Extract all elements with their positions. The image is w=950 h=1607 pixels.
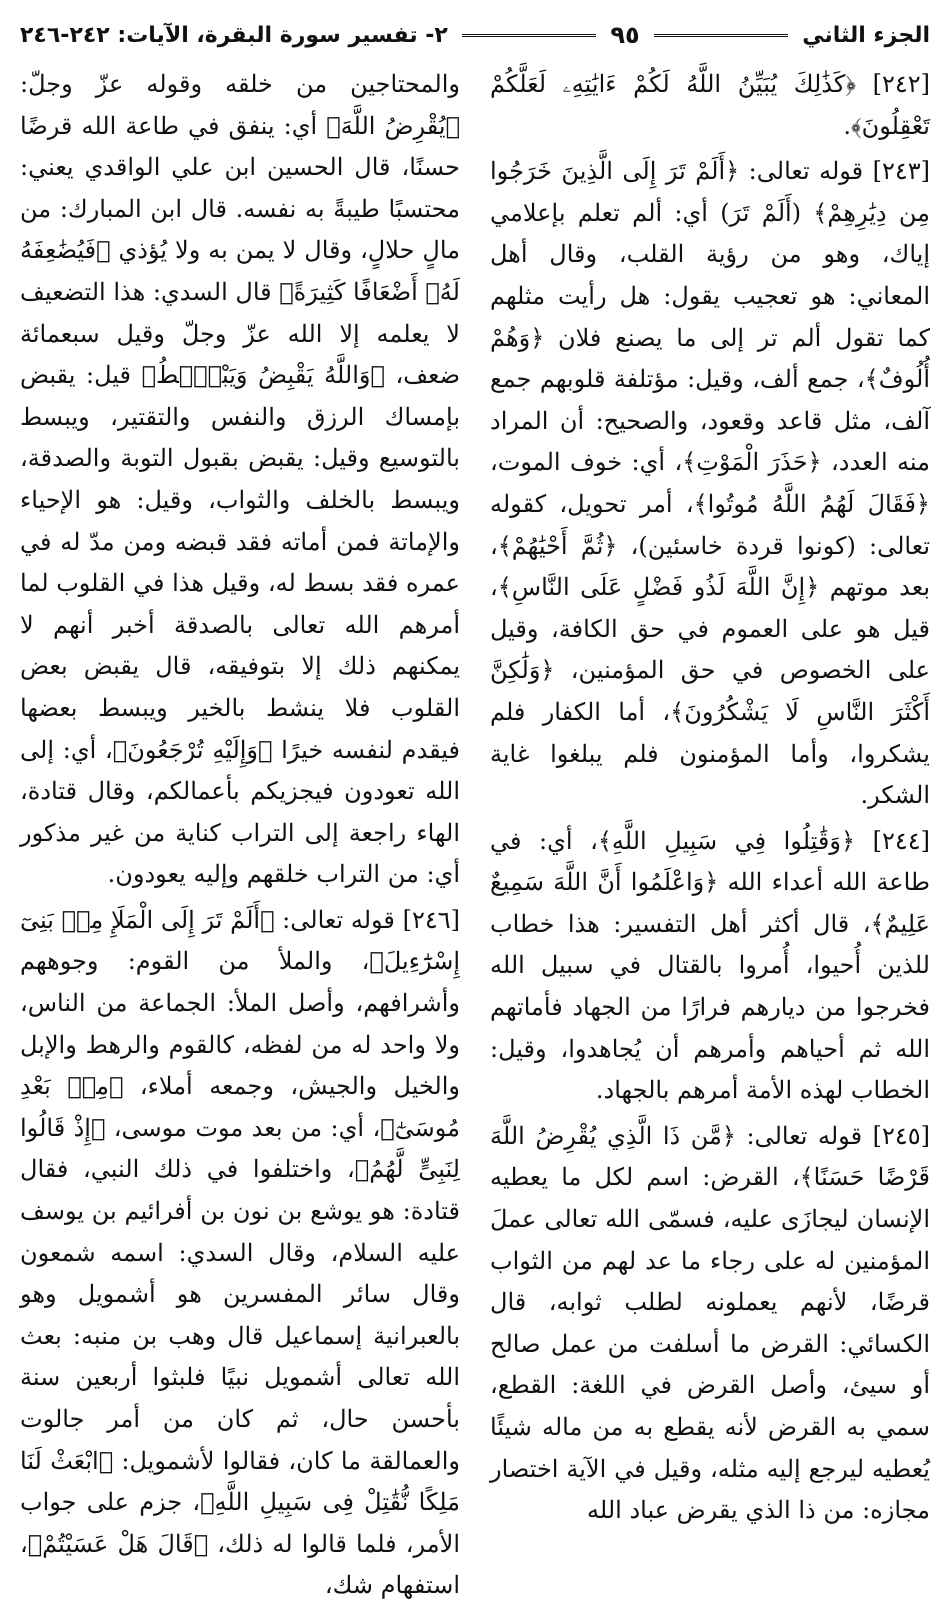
paragraph-244: [٢٤٤] ﴿وَقَٰتِلُوا فِي سَبِيلِ اللَّهِ﴾، أي: في طاعة الله أعداء الله ﴿وَاعْلَمُوا أَنَّ اللَّهَ سَمِيعٌ عَلِيمٌ﴾، قال أكثر أهل التفسير: هذا خطاب للذين أُحيوا، أُمروا بالقتال في سبيل الله فخرجوا من ديارهم فرارًا من الجهاد فأماتهم الله ثم أحياهم وأمرهم أن يُجاهدوا، وقيل: الخطاب لهذه الأمة أمرهم بالجهاد. (490, 826, 930, 1105)
left-column (20, 64, 460, 1600)
paragraph-245: [٢٤٥] قوله تعالى: ﴿مَّن ذَا الَّذِي يُقْرِضُ اللَّهَ قَرْضًا حَسَنًا﴾، القرض: اسم لكل ما يعطيه الإنسان ليجازَى عليه، فسمّى الله تعالى عملَ المؤمنين له على رجاء ما عد لهم من الثواب قرضًا، لأنهم يعملونه لطلب ثوابه، قال الكسائي: القرض ما أسلفت من عمل صالح أو سيئ، وأصل القرض في اللغة: القطع، سمي به القرض لأنه يقطع به من ماله شيئًا يُعطيه ليرجع إليه مثله، وقيل في الآية اختصار مجازه: من ذا الذي يقرض عباد الله (490, 1121, 930, 1525)
paragraph-245-continued: والمحتاجين من خلقه وقوله عزّ وجلّ: ﴿يُقْرِضُ اللَّهَ﴾ أي: ينفق في طاعة الله قرضًا حسنًا، قال الحسين ابن علي الواقدي يعني: محتسبًا طيبةً به نفسه. قال ابن المبارك: من مالٍ حلالٍ، وقال لا يمن به ولا يُؤذي ﴿فَيُضَٰعِفَهُ لَهُۥ أَضْعَافًا كَثِيرَةً﴾ قال السدي: هذا التضعيف لا يعلمه إلا الله عزّ وجلّ وقيل سبعمائة ضعف، ﴿وَاللَّهُ يَقْبِضُ وَيَبْصُۜطُ﴾ قيل: يقبض بإمساك الرزق والنفس والتقتير، ويبسط بالتوسيع وقيل: يقبض بقبول التوبة والصدقة، ويبسط بالخلف والثواب، وقيل: هو الإحياء والإماتة فمن أماته فقد قبضه ومن مدّ له في عمره فقد بسط له، وقيل هذا في القلوب لما أمرهم الله تعالى بالصدقة أخبر أنهم لا يمكنهم ذلك إلا بتوفيقه، قال يقبض بعض القلوب فلا ينشط بالخير ويبسط بعضها فيقدم لنفسه خيرًا ﴿وَإِلَيْهِ تُرْجَعُونَ﴾، أي: إلى الله تعودون فيجزيكم بأعمالكم، وقال قتادة، الهاء راجعة إلى التراب كناية من غير مذكور أي: من التراب خلقهم وإليه يعودون. (20, 70, 460, 889)
volume-label: الجزء الثاني (802, 22, 930, 48)
paragraph-242: [٢٤٢] ﴿كَذَٰلِكَ يُبَيِّنُ اللَّهُ لَكُمْ ءَايَٰتِهِۦ لَعَلَّكُمْ تَعْقِلُونَ﴾. (490, 70, 930, 140)
header-rule-right (654, 34, 789, 37)
text-columns (20, 64, 930, 1600)
header-rule-left (462, 34, 597, 37)
right-column (490, 64, 930, 1525)
section-title: ٢- تفسير سورة البقرة، الآيات: ٢٤٢-٢٤٦ (20, 22, 448, 48)
page-number: ٩٥ (610, 21, 640, 49)
paragraph-243: [٢٤٣] قوله تعالى: ﴿أَلَمْ تَرَ إِلَى الَّذِينَ خَرَجُوا مِن دِيَٰرِهِمْ﴾ (أَلَمْ تَرَ) أي: ألم تعلم بإعلامي إياك، وهو من رؤية القلب، وقال أهل المعاني: هو تعجيب يقول: هل رأيت مثلهم كما تقول ألم تر إلى ما يصنع فلان ﴿وَهُمْ أُلُوفٌ﴾، جمع ألف، وقيل: مؤتلفة قلوبهم جمع آلف، مثل قاعد وقعود، والصحيح: أن المراد منه العدد، ﴿حَذَرَ الْمَوْتِ﴾، أي: خوف الموت، ﴿فَقَالَ لَهُمُ اللَّهُ مُوتُوا﴾، أمر تحويل، كقوله تعالى: (كونوا قردة خاسئين)، ﴿ثُمَّ أَحْيَٰهُمْ﴾، بعد موتهم ﴿إِنَّ اللَّهَ لَذُو فَضْلٍ عَلَى النَّاسِ﴾، قيل هو على العموم في حق الكافة، وقيل على الخصوص في حق المؤمنين، ﴿وَلَٰكِنَّ أَكْثَرَ النَّاسِ لَا يَشْكُرُونَ﴾، أما الكفار فلم يشكروا، وأما المؤمنون فلم يبلغوا غاية الشكر. (490, 157, 930, 810)
column-gutter (460, 64, 490, 1376)
page-header (20, 14, 930, 56)
paragraph-246: [٢٤٦] قوله تعالى: ﴿أَلَمْ تَرَ إِلَى الْمَلَإِ مِنۢ بَنِىٓ إِسْرَٰٓءِيلَ﴾، والملأ من القوم: وجوههم وأشرافهم، وأصل الملأ: الجماعة من الناس، ولا واحد له من لفظه، كالقوم والرهط والإبل والخيل والجيش، وجمعه أملاء، ﴿مِنۢ بَعْدِ مُوسَىٰٓ﴾، أي: من بعد موت موسى، ﴿إِذْ قَالُوا لِنَبِىٍّ لَّهُمُ﴾، واختلفوا في ذلك النبي، فقال قتادة: هو يوشع بن نون بن أفرائيم بن يوسف عليه السلام، وقال السدي: اسمه شمعون وقال سائر المفسرين هو أشمويل وهو بالعبرانية إسماعيل قال وهب بن منبه: بعث الله تعالى أشمويل نبيًا فلبثوا أربعين سنة بأحسن حال، ثم كان من أمر جالوت والعمالقة ما كان، فقالوا لأشمويل: ﴿ابْعَثْ لَنَا مَلِكًا نُّقَٰتِلْ فِى سَبِيلِ اللَّهِ﴾، جزم على جواب الأمر، فلما قالوا له ذلك، ﴿قَالَ هَلْ عَسَيْتُمْ﴾، استفهام شك، (20, 905, 460, 1600)
